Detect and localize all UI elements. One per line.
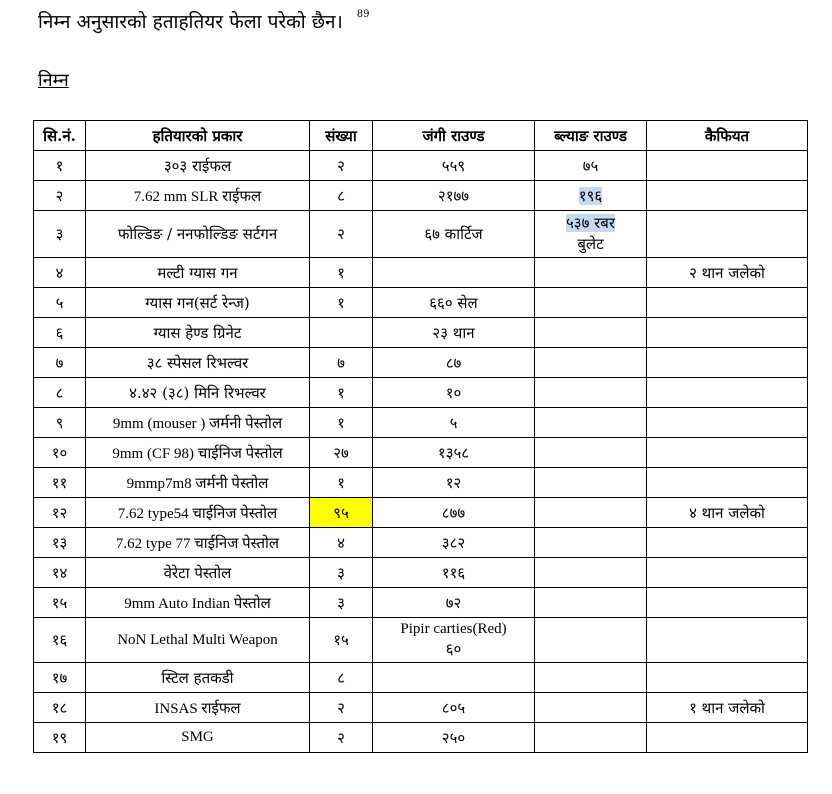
table-row [34,181,808,211]
cell-blank [535,558,647,588]
cell-live: २३ थान [373,318,535,348]
header-sn: सि.नं. [34,121,86,151]
cell-sn: १२ [34,498,86,528]
cell-sn: ११ [34,468,86,498]
cell-qty: ८ [310,663,373,693]
cell-blank [535,693,647,723]
table-row [34,288,808,318]
cell-live: ८०५ [373,693,535,723]
cell-remark [647,288,808,318]
cell-blank [535,211,647,258]
header-blank-round: ब्ल्याङ राउण्ड [535,121,647,151]
table-row [34,723,808,753]
cell-type: 7.62 mm SLR राईफल [86,181,310,211]
cell-blank [535,438,647,468]
cell-qty: ३ [310,588,373,618]
cell-type: 7.62 type54 चाईनिज पेस्तोल [86,498,310,528]
cell-qty: ३ [310,558,373,588]
cell-type: ४.४२ (३८) मिनि रिभल्वर [86,378,310,408]
cell-sn: १० [34,438,86,468]
cell-type: 7.62 type 77 चाईनिज पेस्तोल [86,528,310,558]
cell-sn: १६ [34,618,86,663]
cell-sn: ८ [34,378,86,408]
cell-remark [647,468,808,498]
header-remarks: कैफियत [647,121,808,151]
cell-blank: ७५ [535,151,647,181]
cell-blank [535,318,647,348]
cell-type: ३८ स्पेसल रिभल्वर [86,348,310,378]
cell-qty [310,318,373,348]
cell-sn: २ [34,181,86,211]
header-live-round: जंगी राउण्ड [373,121,535,151]
header-qty: संख्या [310,121,373,151]
cell-type: 9mm (CF 98) चाईनिज पेस्तोल [86,438,310,468]
cell-live [373,258,535,288]
table-row [34,258,808,288]
cell-live: ११६ [373,558,535,588]
table-row [34,211,808,258]
cell-type: मल्टी ग्यास गन [86,258,310,288]
cell-sn: ५ [34,288,86,318]
table-row [34,348,808,378]
cell-blank [535,348,647,378]
cell-qty: १ [310,468,373,498]
cell-live: २५० [373,723,535,753]
cell-type: 9mm (mouser ) जर्मनी पेस्तोल [86,408,310,438]
cell-live: ६६० सेल [373,288,535,318]
cell-live [373,663,535,693]
cell-type: 9mmp7m8 जर्मनी पेस्तोल [86,468,310,498]
cell-remark [647,528,808,558]
cell-blank [535,258,647,288]
table-row [34,618,808,663]
cell-qty: १५ [310,618,373,663]
table-row [34,588,808,618]
cell-remark: १ थान जलेको [647,693,808,723]
cell-live: ८७७ [373,498,535,528]
cell-qty: १ [310,258,373,288]
cell-qty: ७ [310,348,373,378]
table-row [34,663,808,693]
cell-remark [647,723,808,753]
table-row [34,378,808,408]
table-header-row [34,121,808,151]
table-row [34,498,808,528]
cell-qty: १ [310,378,373,408]
cell-qty: २ [310,693,373,723]
cell-live-line1: Pipir carties(Red) [400,621,507,637]
cell-qty: १ [310,288,373,318]
cell-live [373,618,535,663]
cell-remark [647,348,808,378]
cell-type: स्टिल हतकडी [86,663,310,693]
cell-sn: १९ [34,723,86,753]
cell-type: वेरेटा पेस्तोल [86,558,310,588]
cell-blank [535,528,647,558]
cell-live: ८७ [373,348,535,378]
cell-sn: १४ [34,558,86,588]
table-row [34,408,808,438]
cell-sn: १५ [34,588,86,618]
footnote-marker: 89 [356,8,370,20]
cell-type: 9mm Auto Indian पेस्तोल [86,588,310,618]
cell-type: ३०३ राईफल [86,151,310,181]
cell-live: ३८२ [373,528,535,558]
cell-remark [647,438,808,468]
cell-type: INSAS राईफल [86,693,310,723]
table-row [34,558,808,588]
intro-text: निम्न अनुसारको हताहतियर फेला परेको छैन। [38,11,343,33]
table-row [34,318,808,348]
cell-live: ७२ [373,588,535,618]
cell-sn: १८ [34,693,86,723]
table-row [34,528,808,558]
cell-blank [535,181,647,211]
cell-type: SMG [86,723,310,753]
cell-remark [647,318,808,348]
cell-sn: १३ [34,528,86,558]
table-row [34,468,808,498]
header-type: हतियारको प्रकार [86,121,310,151]
sub-heading: निम्न [38,70,69,91]
cell-remark [647,151,808,181]
cell-type: NoN Lethal Multi Weapon [86,618,310,663]
cell-remark [647,558,808,588]
cell-remark [647,618,808,663]
cell-type: फोल्डिङ / ननफोल्डिङ सर्टगन [86,211,310,258]
cell-sn: ४ [34,258,86,288]
cell-blank-rest: बुलेट [577,235,604,253]
highlighted-value: ५३७ रबर [565,214,615,232]
cell-remark [647,588,808,618]
cell-blank [535,378,647,408]
cell-live: १२ [373,468,535,498]
cell-sn: ९ [34,408,86,438]
cell-qty: २७ [310,438,373,468]
intro-line [38,8,370,34]
cell-remark [647,211,808,258]
cell-live: ५५९ [373,151,535,181]
cell-qty: ८ [310,181,373,211]
cell-blank [535,468,647,498]
cell-remark [647,378,808,408]
cell-live: ६७ कार्टिज [373,211,535,258]
cell-sn: १७ [34,663,86,693]
cell-blank [535,618,647,663]
table-row [34,151,808,181]
table-row [34,438,808,468]
cell-sn: १ [34,151,86,181]
cell-blank [535,663,647,693]
cell-remark [647,181,808,211]
cell-qty: ४ [310,528,373,558]
cell-remark [647,663,808,693]
cell-remark [647,408,808,438]
weapons-table [33,120,808,753]
cell-live: १० [373,378,535,408]
cell-live: ५ [373,408,535,438]
cell-blank [535,288,647,318]
cell-blank [535,408,647,438]
cell-type: ग्यास हेण्ड ग्रिनेट [86,318,310,348]
cell-blank [535,723,647,753]
cell-qty: २ [310,151,373,181]
cell-sn: ६ [34,318,86,348]
cell-qty: १ [310,408,373,438]
cell-qty: २ [310,723,373,753]
cell-blank [535,588,647,618]
cell-remark: २ थान जलेको [647,258,808,288]
cell-type: ग्यास गन(सर्ट रेन्ज) [86,288,310,318]
cell-sn: ३ [34,211,86,258]
cell-blank [535,498,647,528]
table-row [34,693,808,723]
cell-qty: २ [310,211,373,258]
cell-live-line2: ६० [445,642,462,658]
highlighted-value: १९६ [578,186,603,205]
cell-sn: ७ [34,348,86,378]
cell-qty: ९५ [310,498,373,528]
cell-remark: ४ थान जलेको [647,498,808,528]
cell-live: १३५८ [373,438,535,468]
cell-live: २१७७ [373,181,535,211]
